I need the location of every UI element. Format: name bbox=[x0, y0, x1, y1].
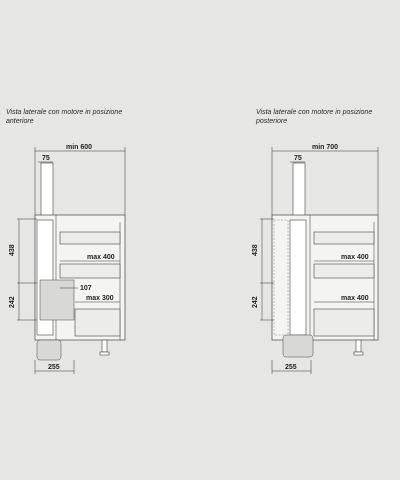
left-dim-col: 75 bbox=[42, 155, 50, 162]
left-dim-offset: 107 bbox=[80, 285, 92, 292]
right-lift-column bbox=[293, 163, 305, 219]
left-drawer2-label: max 300 bbox=[86, 295, 114, 302]
right-dim-h-lower: 242 bbox=[252, 296, 259, 308]
right-motor-column bbox=[290, 220, 306, 335]
right-dim-depth: 255 bbox=[285, 364, 297, 371]
right-drawer-2 bbox=[314, 264, 374, 278]
left-caption-line1: Vista laterale con motore in posizione bbox=[6, 109, 123, 116]
right-dim-col: 75 bbox=[294, 155, 302, 162]
right-drawer-3 bbox=[314, 309, 374, 336]
left-dim-depth: 255 bbox=[48, 364, 60, 371]
right-foot-pad bbox=[354, 352, 363, 355]
left-dim-h-upper: 438 bbox=[9, 244, 16, 256]
right-caption-line2: posteriore bbox=[256, 118, 288, 125]
right-dim-min: min 700 bbox=[312, 144, 339, 151]
right-foot bbox=[356, 340, 361, 352]
right-motor-base bbox=[283, 335, 313, 357]
right-drawer1-label: max 400 bbox=[341, 254, 369, 261]
left-drawer1-label: max 400 bbox=[87, 254, 115, 261]
left-dim-min: min 600 bbox=[66, 144, 93, 151]
left-caption-line2: anteriore bbox=[6, 118, 34, 125]
right-drawer2-label: max 400 bbox=[341, 295, 369, 302]
right-drawer-1 bbox=[314, 232, 374, 244]
right-caption-line1: Vista laterale con motore in posizione bbox=[256, 109, 373, 116]
right-dim-h-upper: 438 bbox=[252, 244, 259, 256]
left-dim-h-lower: 242 bbox=[9, 296, 16, 308]
